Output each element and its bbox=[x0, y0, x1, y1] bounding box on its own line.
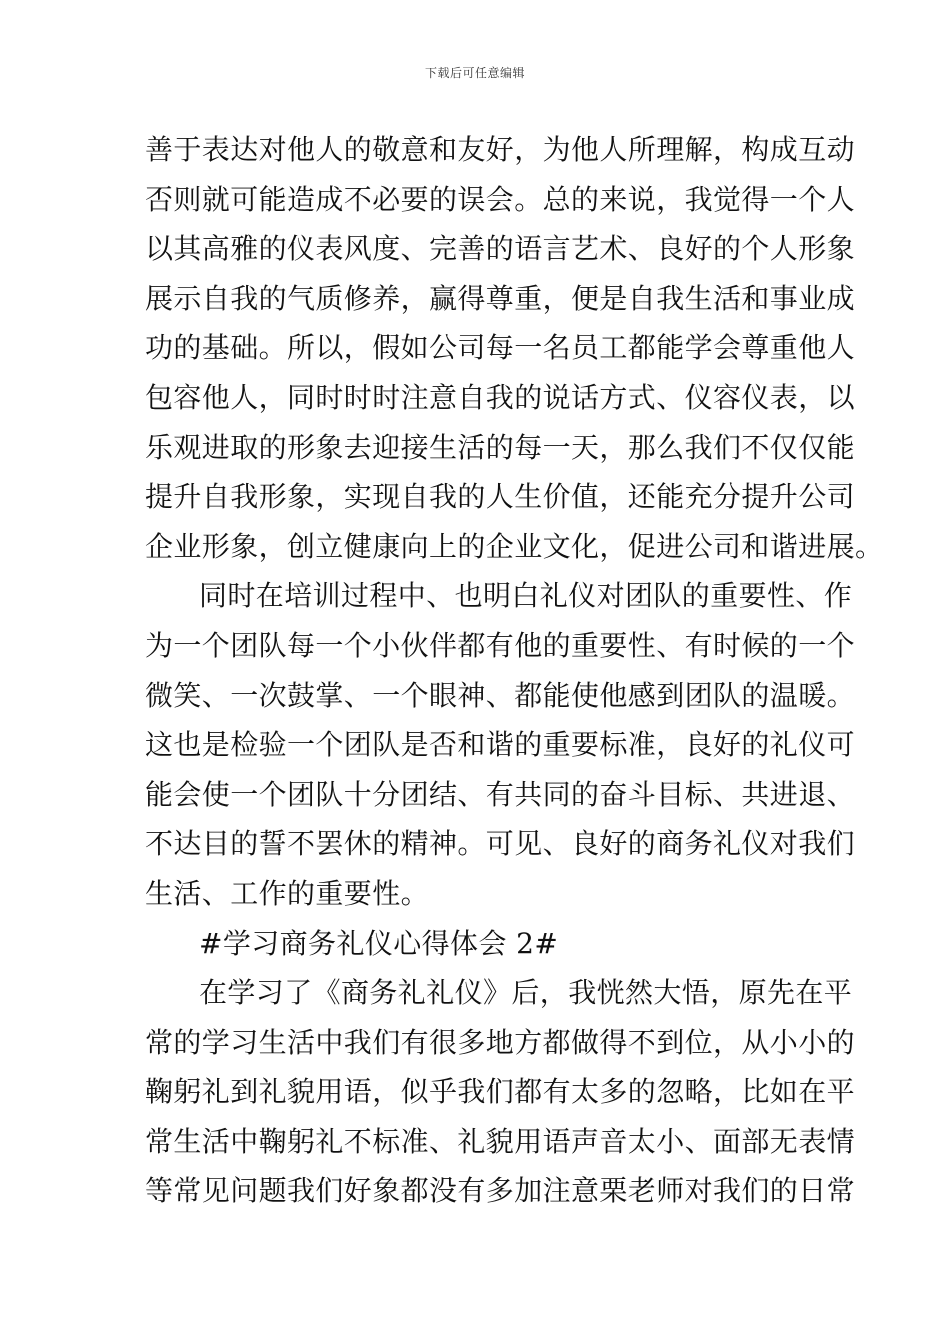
text-line: 能会使一个团队十分团结、有共同的奋斗目标、共进退、 bbox=[145, 777, 856, 811]
text-line: 提升自我形象，实现自我的人生价值，还能充分提升公司 bbox=[145, 480, 856, 514]
text-line: 企业形象，创立健康向上的企业文化，促进公司和谐进展。 bbox=[145, 529, 884, 563]
text-line: 包容他人，同时时时注意自我的说话方式、仪容仪表，以 bbox=[145, 380, 856, 414]
text-line: 鞠躬礼到礼貌用语，似乎我们都有太多的忽略，比如在平 bbox=[145, 1075, 856, 1109]
text-line: 生活、工作的重要性。 bbox=[145, 876, 430, 910]
text-line: 以其高雅的仪表风度、完善的语言艺术、良好的个人形象 bbox=[145, 232, 856, 266]
paragraph-start-line: 在学习了《商务礼礼仪》后，我恍然大悟，原先在平 bbox=[199, 976, 853, 1010]
text-line: 微笑、一次鼓掌、一个眼神、都能使他感到团队的温暖。 bbox=[145, 678, 856, 712]
text-line: 不达目的誓不罢休的精神。可见、良好的商务礼仪对我们 bbox=[145, 827, 856, 861]
text-line: 善于表达对他人的敬意和友好，为他人所理解，构成互动 bbox=[145, 133, 856, 166]
text-line: 为一个团队每一个小伙伴都有他的重要性、有时候的一个 bbox=[145, 628, 856, 662]
text-line: 功的基础。所以，假如公司每一名员工都能学会尊重他人 bbox=[145, 331, 856, 365]
text-line: 常生活中鞠躬礼不标准、礼貌用语声音太小、面部无表情 bbox=[145, 1124, 856, 1158]
text-line: 乐观进取的形象去迎接生活的每一天，那么我们不仅仅能 bbox=[145, 430, 856, 464]
section-heading: #学习商务礼仪心得体会 2# bbox=[199, 926, 559, 960]
page-header: 下载后可任意编辑 bbox=[424, 66, 525, 80]
text-line: 等常见问题我们好象都没有多加注意栗老师对我们的日常 bbox=[145, 1174, 856, 1208]
text-line: 否则就可能造成不必要的误会。总的来说，我觉得一个人 bbox=[145, 182, 856, 216]
document-body bbox=[145, 125, 884, 1216]
text-line: 常的学习生活中我们有很多地方都做得不到位，从小小的 bbox=[145, 1025, 856, 1059]
text-line: 展示自我的气质修养，赢得尊重，便是自我生活和事业成 bbox=[145, 281, 856, 315]
paragraph-start-line: 同时在培训过程中、也明白礼仪对团队的重要性、作 bbox=[199, 579, 853, 613]
text-line: 这也是检验一个团队是否和谐的重要标准，良好的礼仪可 bbox=[145, 728, 856, 762]
